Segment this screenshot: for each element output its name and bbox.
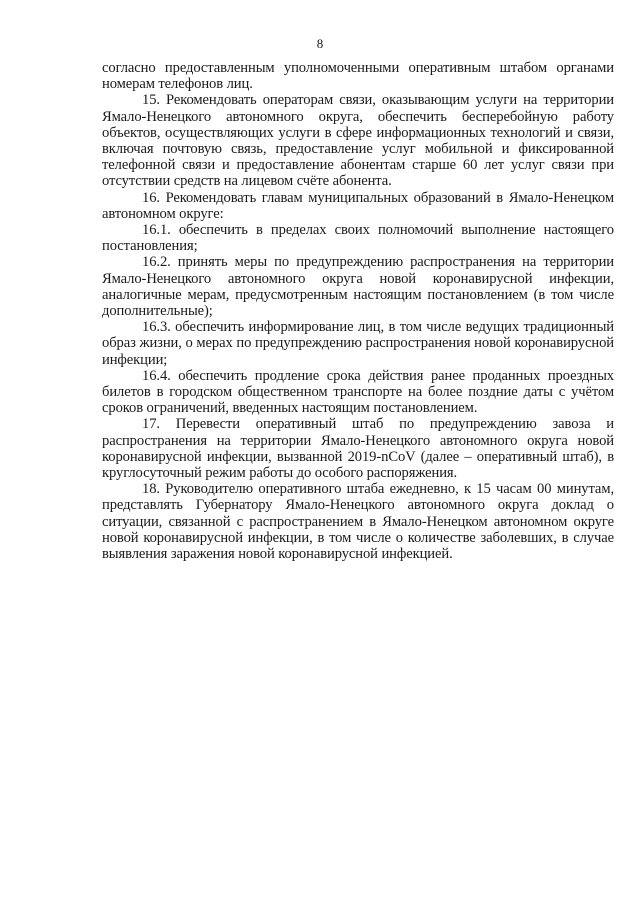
paragraph-16-4: 16.4. обеспечить продление срока действия ранее проданных проездных билетов в городском общественном транспорте на более поздние даты с учётом сроков ограничений, введенных настоящим постановлением.: [102, 367, 614, 417]
paragraph-18: 18. Руководителю оперативного штаба ежедневно, к 15 часам 00 минутам, представлять Губернатору Ямало-Ненецкого автономного округа доклад о ситуации, связанной с распространением в Ямало-Ненецком автономном округе новой коронавирусной инфекции, в том числе о количестве заболевших, в случае выявления заражения новой коронавирусной инфекцией.: [102, 481, 614, 563]
document-body: [102, 60, 614, 562]
paragraph-16-3: 16.3. обеспечить информирование лиц, в том числе ведущих традиционный образ жизни, о мерах по предупреждению распространения новой коронавирусной инфекции;: [102, 319, 614, 368]
paragraph-16-1: 16.1. обеспечить в пределах своих полномочий выполнение настоящего постановления;: [102, 222, 614, 255]
paragraph-16-2: 16.2. принять меры по предупреждению распространения на территории Ямало-Ненецкого автономного округа новой коронавирусной инфекции, аналогичные мерам, предусмотренным настоящим постановлением (в том числе дополнительные);: [102, 254, 614, 320]
paragraph-15: 15. Рекомендовать операторам связи, оказывающим услуги на территории Ямало-Ненецкого автономного округа, обеспечить бесперебойную работу объектов, осуществляющих услуги в сфере информационных технологий и связи, включая почтовую связь, предоставление услуг мобильной и фиксированной телефонной связи и предоставление абонентам старше 60 лет услуг связи при отсутствии средств на лицевом счёте абонента.: [102, 92, 614, 190]
paragraph-16: 16. Рекомендовать главам муниципальных образований в Ямало-Ненецком автономном округе:: [102, 189, 614, 222]
paragraph-17: 17. Перевести оперативный штаб по предупреждению завоза и распространения на территории Ямало-Ненецкого автономного округа новой коронавирусной инфекции, вызванной 2019-nCoV (далее – оперативный штаб), в круглосуточный режим работы до особого распоряжения.: [102, 416, 614, 482]
paragraph-continuation: согласно предоставленным уполномоченными оперативным штабом органами номерам телефонов лиц.: [102, 60, 614, 93]
page-number: 8: [316, 36, 324, 51]
